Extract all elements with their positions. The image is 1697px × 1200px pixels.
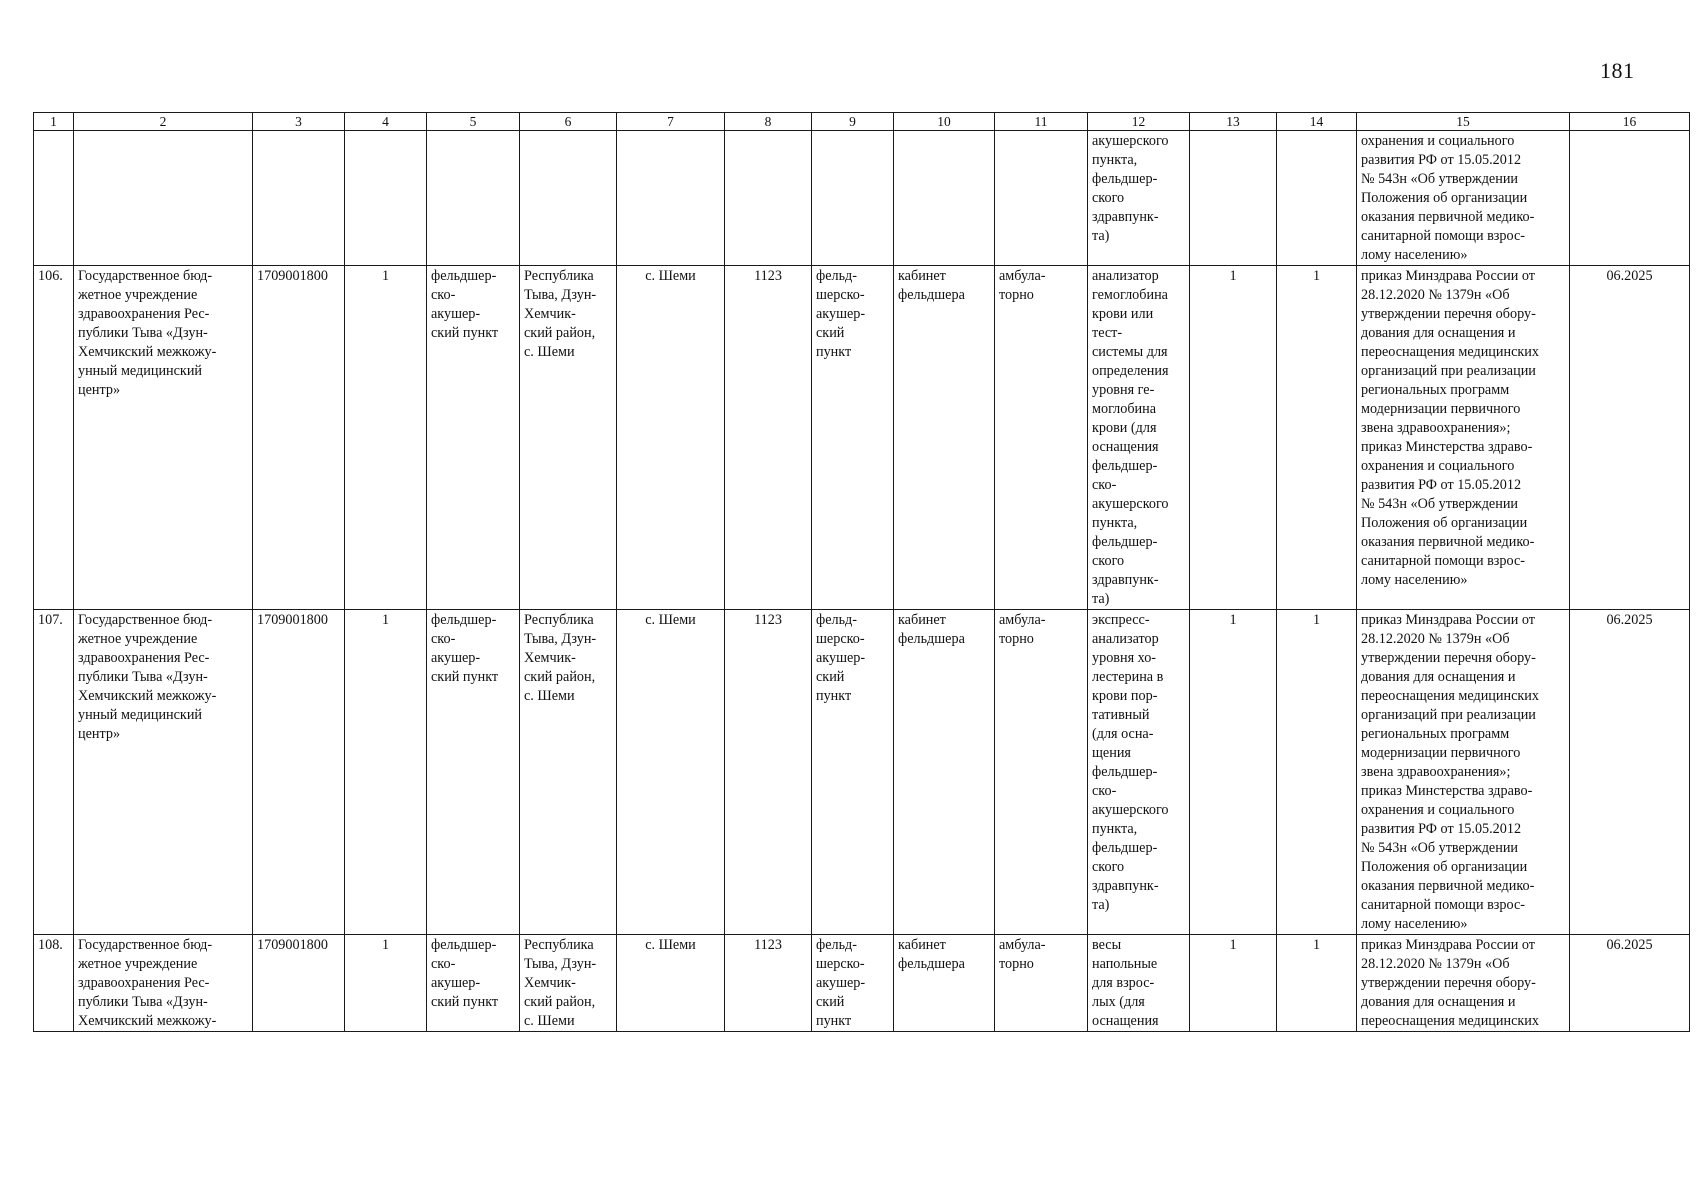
header-cell: 2: [74, 113, 253, 131]
facility-type-cell: фельдшер- ско- акушер- ский пункт: [427, 935, 520, 1032]
date-cell: 06.2025: [1570, 266, 1690, 610]
code-cell: 1709001800: [253, 610, 345, 935]
empty-cell: [725, 131, 812, 266]
population-cell: 1123: [725, 935, 812, 1032]
care-mode-cell: амбула- торно: [995, 935, 1088, 1032]
organization-cell: Государственное бюд- жетное учреждение здравоохранения Рес- публики Тыва «Дзун- Хемчикский межкожу-: [74, 935, 253, 1032]
date-cell: 06.2025: [1570, 935, 1690, 1032]
equipment-table: [33, 112, 1690, 1032]
empty-cell: [345, 131, 427, 266]
unit-cell: фельд- шерско- акушер- ский пункт: [812, 610, 894, 935]
region-cell: Республика Тыва, Дзун- Хемчик- ский район, с. Шеми: [520, 935, 617, 1032]
header-cell: 9: [812, 113, 894, 131]
header-cell: 13: [1190, 113, 1277, 131]
empty-cell: [617, 131, 725, 266]
row-number-cell: 106.: [34, 266, 74, 610]
quantity-cell: 1: [1190, 935, 1277, 1032]
empty-cell: [253, 131, 345, 266]
count-cell: 1: [345, 935, 427, 1032]
room-cell: кабинет фельдшера: [894, 935, 995, 1032]
quantity-cell: 1: [1190, 266, 1277, 610]
quantity-cell: 1: [1277, 935, 1357, 1032]
empty-cell: [74, 131, 253, 266]
region-cell: Республика Тыва, Дзун- Хемчик- ский район, с. Шеми: [520, 610, 617, 935]
header-cell: 6: [520, 113, 617, 131]
quantity-cell: 1: [1277, 266, 1357, 610]
equipment-cell: весы напольные для взрос- лых (для оснащения: [1088, 935, 1190, 1032]
continuation-row: [34, 131, 1690, 266]
organization-cell: Государственное бюд- жетное учреждение здравоохранения Рес- публики Тыва «Дзун- Хемчикский межкожу- унный медицинский центр»: [74, 266, 253, 610]
quantity-cell: 1: [1190, 610, 1277, 935]
unit-cell: фельд- шерско- акушер- ский пункт: [812, 935, 894, 1032]
table-row: [34, 935, 1690, 1032]
empty-cell: [812, 131, 894, 266]
table-row: [34, 266, 1690, 610]
basis-cell: приказ Минздрава России от 28.12.2020 № 1379н «Об утверждении перечня обору- дования для оснащения и переоснащения медицинских: [1357, 935, 1570, 1032]
count-cell: 1: [345, 266, 427, 610]
region-cell: Республика Тыва, Дзун- Хемчик- ский район, с. Шеми: [520, 266, 617, 610]
row-number-cell: 107.: [34, 610, 74, 935]
row-number-cell: 108.: [34, 935, 74, 1032]
empty-cell: [1570, 131, 1690, 266]
quantity-cell: 1: [1277, 610, 1357, 935]
table-row: [34, 610, 1690, 935]
empty-cell: [894, 131, 995, 266]
facility-type-cell: фельдшер- ско- акушер- ский пункт: [427, 266, 520, 610]
date-cell: 06.2025: [1570, 610, 1690, 935]
empty-cell: [995, 131, 1088, 266]
facility-type-cell: фельдшер- ско- акушер- ский пункт: [427, 610, 520, 935]
room-cell: кабинет фельдшера: [894, 266, 995, 610]
empty-cell: [1190, 131, 1277, 266]
header-cell: 14: [1277, 113, 1357, 131]
header-cell: 10: [894, 113, 995, 131]
count-cell: 1: [345, 610, 427, 935]
basis-cell: приказ Минздрава России от 28.12.2020 № 1379н «Об утверждении перечня обору- дования для оснащения и переоснащения медицинских организаций при реализации региональных программ модернизации первичного звена здравоохранения»; приказ Минстерства здраво- охранения и социального развития РФ от 15.05.2012 № 543н «Об утверждении Положения об организации оказания первичной медико- санитарной помощи взрос- лому населению»: [1357, 266, 1570, 610]
empty-cell: [1277, 131, 1357, 266]
care-mode-cell: амбула- торно: [995, 610, 1088, 935]
room-cell: кабинет фельдшера: [894, 610, 995, 935]
basis-cell: охранения и социального развития РФ от 15.05.2012 № 543н «Об утверждении Положения об организации оказания первичной медико- санитарной помощи взрос- лому населению»: [1357, 131, 1570, 266]
village-cell: с. Шеми: [617, 935, 725, 1032]
population-cell: 1123: [725, 266, 812, 610]
header-cell: 8: [725, 113, 812, 131]
village-cell: с. Шеми: [617, 266, 725, 610]
code-cell: 1709001800: [253, 935, 345, 1032]
page-number: 181: [1600, 58, 1635, 83]
header-cell: 15: [1357, 113, 1570, 131]
care-mode-cell: амбула- торно: [995, 266, 1088, 610]
unit-cell: фельд- шерско- акушер- ский пункт: [812, 266, 894, 610]
organization-cell: Государственное бюд- жетное учреждение здравоохранения Рес- публики Тыва «Дзун- Хемчикский межкожу- унный медицинский центр»: [74, 610, 253, 935]
equipment-cell: экспресс- анализатор уровня хо- лестерина в крови пор- тативный (для осна- щения фельдшер- ско- акушерского пункта, фельдшер- ского здравпунк- та): [1088, 610, 1190, 935]
header-cell: 16: [1570, 113, 1690, 131]
basis-cell: приказ Минздрава России от 28.12.2020 № 1379н «Об утверждении перечня обору- дования для оснащения и переоснащения медицинских организаций при реализации региональных программ модернизации первичного звена здравоохранения»; приказ Минстерства здраво- охранения и социального развития РФ от 15.05.2012 № 543н «Об утверждении Положения об организации оказания первичной медико- санитарной помощи взрос- лому населению»: [1357, 610, 1570, 935]
equipment-cell: анализатор гемоглобина крови или тест- системы для определения уровня ге- моглобина крови (для оснащения фельдшер- ско- акушерского пункта, фельдшер- ского здравпунк- та): [1088, 266, 1190, 610]
village-cell: с. Шеми: [617, 610, 725, 935]
equipment-cell: акушерского пункта, фельдшер- ского здравпунк- та): [1088, 131, 1190, 266]
header-cell: 3: [253, 113, 345, 131]
column-number-header: [34, 113, 1690, 131]
header-cell: 11: [995, 113, 1088, 131]
header-cell: 4: [345, 113, 427, 131]
empty-cell: [427, 131, 520, 266]
header-cell: 5: [427, 113, 520, 131]
header-cell: 12: [1088, 113, 1190, 131]
code-cell: 1709001800: [253, 266, 345, 610]
empty-cell: [34, 131, 74, 266]
empty-cell: [520, 131, 617, 266]
header-cell: 7: [617, 113, 725, 131]
population-cell: 1123: [725, 610, 812, 935]
header-cell: 1: [34, 113, 74, 131]
